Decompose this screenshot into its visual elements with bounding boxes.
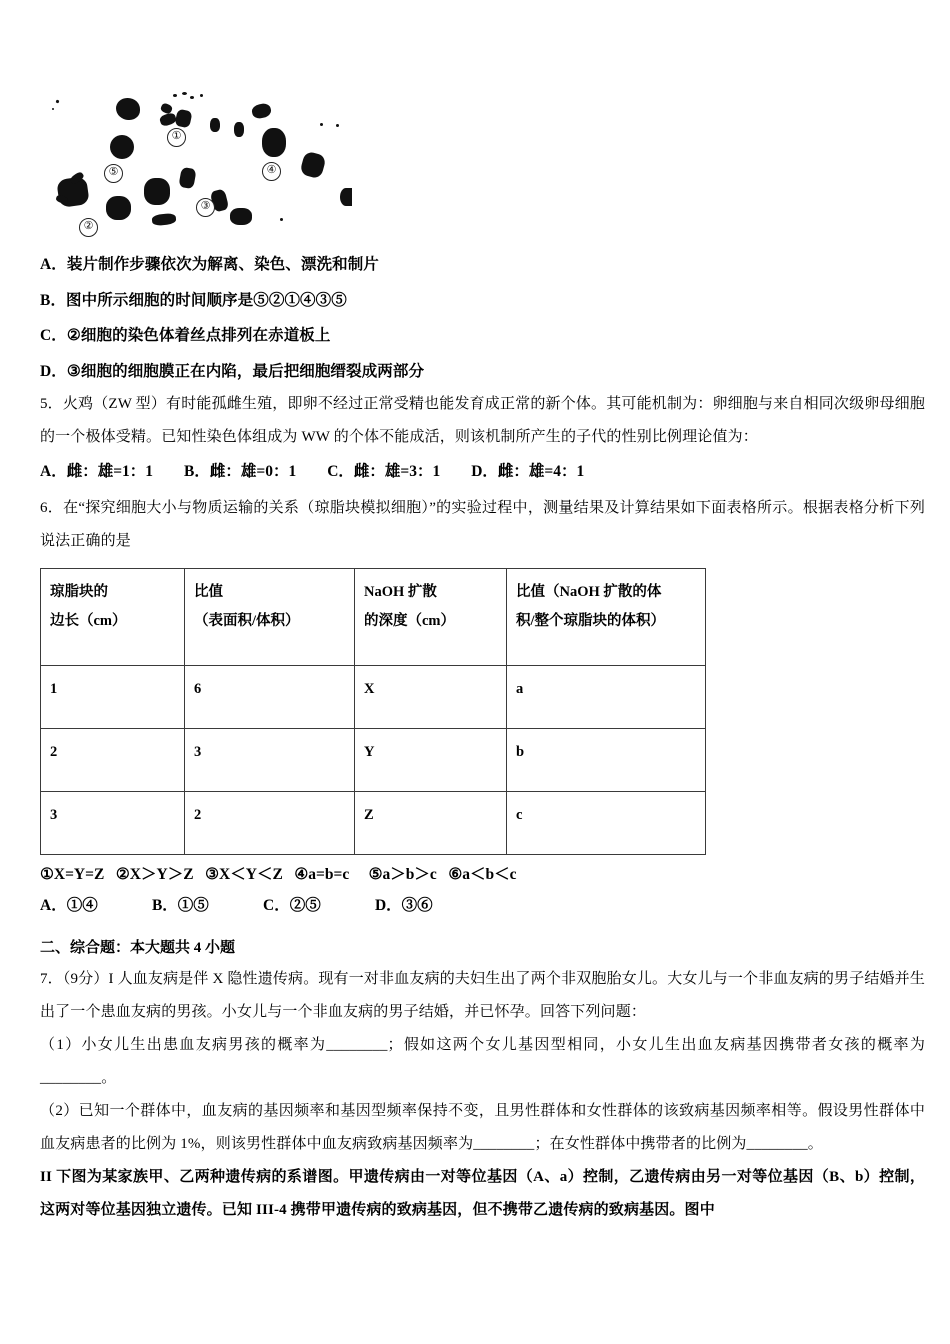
header-line-2: 积/整个琼脂块的体积） — [516, 613, 666, 629]
header-line-2: （表面积/体积） — [194, 613, 300, 629]
table-header-ratio-naoh-volume — [507, 569, 706, 666]
table-row — [41, 792, 706, 855]
option-c — [40, 317, 925, 344]
question7-sub1: （1）小女儿生出患血友病男孩的概率为________；假如这两个女儿基因型相同，小女儿生出血友病基因携带者女孩的概率为________。 — [40, 1037, 925, 1086]
cell-volume-ratio: a — [507, 666, 706, 729]
option-b-label: B． — [40, 291, 67, 309]
cell-ratio: 2 — [185, 792, 355, 855]
cell-depth: Z — [355, 792, 507, 855]
question-5 — [40, 388, 925, 487]
option-c-text: ②细胞的染色体着丝点排列在赤道板上 — [66, 327, 331, 344]
cell-label-3: ③ — [196, 198, 215, 217]
option-d-text: ③细胞的细胞膜正在内陷，最后把细胞缙裂成两部分 — [66, 362, 425, 380]
question7-body — [40, 963, 925, 1029]
option-a-label: A． — [40, 256, 67, 273]
table-row — [41, 666, 706, 729]
agar-block-table — [40, 568, 706, 855]
cell-ratio: 6 — [185, 666, 355, 729]
cell-side-length: 2 — [41, 729, 185, 792]
question6-choices: A．①④ B．①⑤ C．②⑤ D．③⑥ — [40, 897, 433, 914]
micrograph-figure — [48, 78, 368, 238]
section-2 — [40, 935, 925, 1227]
question7-number: 7． — [40, 971, 63, 987]
question7-text: （9分）I 人血友病是伴 X 隐性遗传病。现有一对非血友病的夫妇生出了两个非双胞胎女儿。大女儿与一个非血友病的男子结婚并生出了一个患血友病的男孩。小女儿与一个非血友病的男子结婚，并已怀孕。回答下列问题： — [40, 971, 925, 1020]
question6-number: 6． — [40, 500, 64, 516]
table-header-row — [41, 569, 706, 666]
question7-part2: II 下图为某家族甲、乙两种遗传病的系谱图。甲遗传病由一对等位基因（A、a）控制，乙遗传病由另一对等位基因（B、b）控制，这两对等位基因独立遗传。已知 III-4 携带甲遗传病的致病基因，但不携带乙遗传病的致病基因。图中 — [40, 1169, 925, 1218]
table-header-naoh-depth — [355, 569, 507, 666]
header-line-1: 比值 — [194, 584, 223, 600]
question7-sub2: （2）已知一个群体中，血友病的基因频率和基因型频率保持不变，且男性群体和女性群体的该致病基因频率相等。假设男性群体中血友病患者的比例为 1%，则该男性群体中血友病致病基因频率为________；在女性群体中携带者的比例为________。 — [40, 1103, 925, 1152]
option-d — [40, 353, 925, 380]
cell-depth: X — [355, 666, 507, 729]
header-line-1: NaOH 扩散 — [364, 584, 437, 600]
question5-text: 火鸡（ZW 型）有时能孤雌生殖，即卵不经过正常受精也能发育成正常的新个体。其可能机制为：卵细胞与来自相同次级卵母细胞的一个极体受精。已知性染色体组成为 WW 的个体不能成活，则该机制所产生的子代的性别比例理论值为： — [40, 396, 925, 445]
section2-heading: 二、综合题：本大题共 4 小题 — [40, 940, 236, 956]
cell-label-5: ⑤ — [104, 164, 123, 183]
option-b — [40, 282, 925, 309]
option-a — [40, 246, 925, 273]
question5-body — [40, 388, 925, 454]
option-b-text: 图中所示细胞的时间顺序是⑤②①④③⑤ — [66, 291, 347, 309]
table-header-side-length — [41, 569, 185, 666]
header-line-1: 比值（NaOH 扩散的体 — [516, 584, 662, 600]
document-content — [40, 0, 925, 1227]
question4-options — [40, 246, 925, 379]
header-line-2: 的深度（cm） — [364, 613, 456, 629]
question5-choices: A．雌：雄=1：1 B．雌：雄=0：1 C．雌：雄=3：1 D．雌：雄=4：1 — [40, 463, 585, 480]
cell-depth: Y — [355, 729, 507, 792]
question6-statements: ①X=Y=Z ②X＞Y＞Z ③X＜Y＜Z ④a=b=c ⑤a＞b＞c ⑥a＜b＜c — [40, 866, 517, 883]
option-c-label: C． — [40, 327, 67, 344]
question6-body — [40, 492, 925, 558]
question-6 — [40, 492, 925, 921]
header-line-1: 琼脂块的 — [50, 584, 108, 600]
cell-volume-ratio: c — [507, 792, 706, 855]
table-header-ratio-surface-volume — [185, 569, 355, 666]
cell-label-2: ② — [79, 218, 98, 237]
cell-ratio: 3 — [185, 729, 355, 792]
cell-side-length: 1 — [41, 666, 185, 729]
question6-text: 在“探究细胞大小与物质运输的关系（琼脂块模拟细胞）”的实验过程中，测量结果及计算结果如下面表格所示。根据表格分析下列说法正确的是 — [40, 500, 925, 549]
cell-label-4: ④ — [262, 162, 281, 181]
micrograph-image — [48, 78, 368, 238]
cell-volume-ratio: b — [507, 729, 706, 792]
option-d-label: D． — [40, 362, 67, 380]
cell-label-1: ① — [167, 128, 186, 147]
table-row — [41, 729, 706, 792]
question5-number: 5． — [40, 396, 63, 412]
cell-side-length: 3 — [41, 792, 185, 855]
option-a-text: 装片制作步骤依次为解离、染色、漂洗和制片 — [66, 256, 379, 273]
header-line-2: 边长（cm） — [50, 613, 127, 629]
